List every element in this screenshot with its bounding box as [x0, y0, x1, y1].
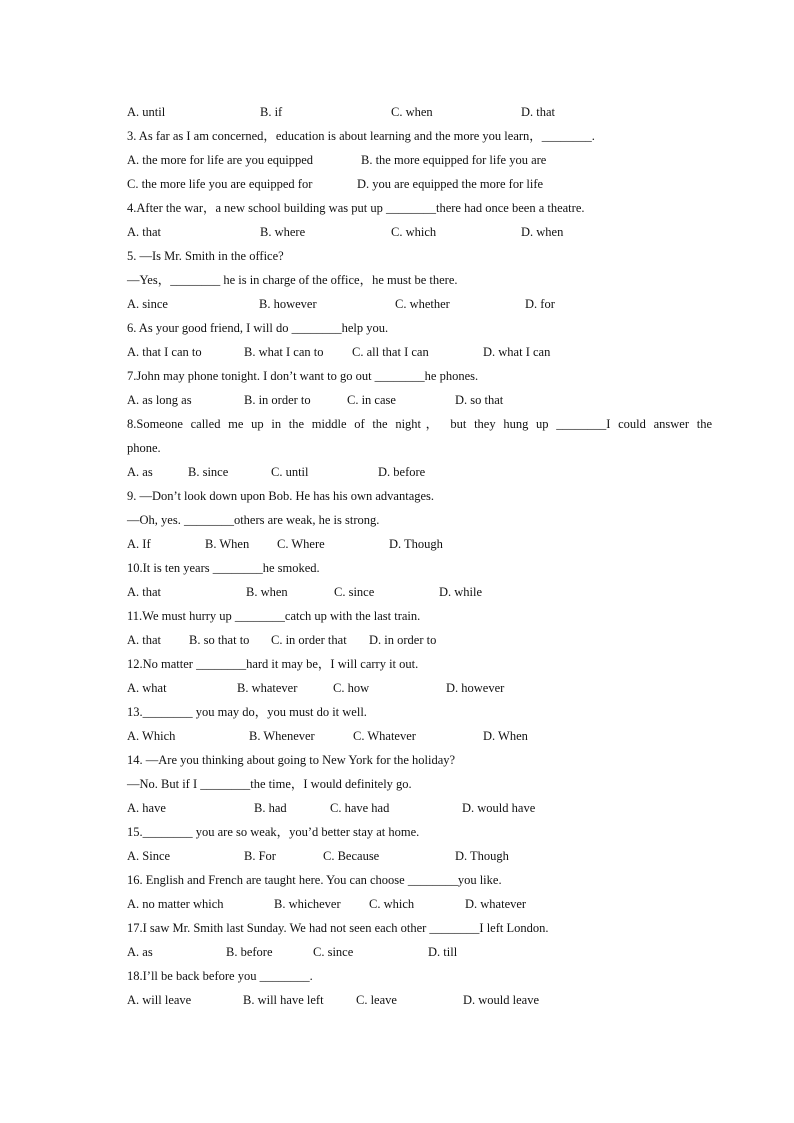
- q9-reply: —Oh, yes. ________others are weak, he is strong.: [127, 513, 380, 527]
- q8-options: [127, 460, 712, 484]
- q13-option-b: B. Whenever: [249, 729, 315, 743]
- q7-stem: 7.John may phone tonight. I don’t want to go out ________he phones.: [127, 369, 479, 383]
- q6-option-a: A. that I can to: [127, 345, 202, 359]
- q5-reply: —Yes，________ he is in charge of the office，he must be there.: [127, 273, 458, 287]
- q15-stem: 15.________ you are so weak，you’d better stay at home.: [127, 825, 420, 839]
- q16-stem: 16. English and French are taught here. You can choose ________you like.: [127, 873, 502, 887]
- q4-stem: 4.After the war，a new school building was put up ________there had once been a theatre.: [127, 201, 585, 215]
- q10-stem: 10.It is ten years ________he smoked.: [127, 561, 320, 575]
- q4-option-c: C. which: [391, 225, 437, 239]
- q4-option-a: A. that: [127, 225, 162, 239]
- q13-option-c: C. Whatever: [353, 729, 416, 743]
- q14-option-c: C. have had: [330, 801, 390, 815]
- q7-option-d: D. so that: [455, 393, 504, 407]
- q3-option-c: C. the more life you are equipped for: [127, 177, 313, 191]
- q3-option-b: B. the more equipped for life you are: [361, 153, 547, 167]
- q12-stem: 12.No matter ________hard it may be，I will carry it out.: [127, 657, 419, 671]
- q8-stem: 8.Someone called me up in the middle of the night， but they hung up ________I could answer the: [127, 417, 712, 431]
- q9-options: [127, 532, 712, 556]
- q2-option-c: C. when: [391, 105, 433, 119]
- q3-option-d: D. you are equipped the more for life: [357, 177, 544, 191]
- q16-option-a: A. no matter which: [127, 897, 224, 911]
- q11-option-a: A. that: [127, 633, 162, 647]
- q2-option-d: D. that: [521, 105, 556, 119]
- q18-stem: 18.I’ll be back before you ________.: [127, 969, 313, 983]
- q11-option-b: B. so that to: [189, 633, 250, 647]
- q15-option-c: C. Because: [323, 849, 380, 863]
- q8-stem-continued: phone.: [127, 441, 161, 455]
- q11-options: [127, 628, 712, 652]
- q7-option-b: B. in order to: [244, 393, 311, 407]
- q17-options: [127, 940, 712, 964]
- q14-stem: 14. —Are you thinking about going to New York for the holiday?: [127, 753, 456, 767]
- q18-options: [127, 988, 712, 1012]
- q16-options: [127, 892, 712, 916]
- q3-option-a: A. the more for life are you equipped: [127, 153, 314, 167]
- q6-option-b: B. what I can to: [244, 345, 324, 359]
- q4-option-b: B. where: [260, 225, 306, 239]
- q6-option-c: C. all that I can: [352, 345, 429, 359]
- q10-option-a: A. that: [127, 585, 162, 599]
- q17-option-c: C. since: [313, 945, 354, 959]
- q18-option-a: A. will leave: [127, 993, 192, 1007]
- q17-stem: 17.I saw Mr. Smith last Sunday. We had not seen each other ________I left London.: [127, 921, 549, 935]
- q11-option-c: C. in order that: [271, 633, 347, 647]
- q10-option-b: B. when: [246, 585, 288, 599]
- q3-stem: 3. As far as I am concerned，education is about learning and the more you learn，________.: [127, 129, 595, 143]
- q12-option-a: A. what: [127, 681, 167, 695]
- q11-option-d: D. in order to: [369, 633, 437, 647]
- q9-option-b: B. When: [205, 537, 250, 551]
- q9-option-c: C. Where: [277, 537, 325, 551]
- q16-option-b: B. whichever: [274, 897, 341, 911]
- q9-option-d: D. Though: [389, 537, 443, 551]
- q18-option-b: B. will have left: [243, 993, 324, 1007]
- q13-options: [127, 724, 712, 748]
- q5-option-c: C. whether: [395, 297, 450, 311]
- q5-options: [127, 292, 712, 316]
- q13-option-a: A. Which: [127, 729, 176, 743]
- q3-options-row2: [127, 172, 712, 196]
- q11-stem: 11.We must hurry up ________catch up with the last train.: [127, 609, 421, 623]
- q5-option-a: A. since: [127, 297, 168, 311]
- q8-option-d: D. before: [378, 465, 426, 479]
- q18-option-c: C. leave: [356, 993, 397, 1007]
- q10-option-d: D. while: [439, 585, 483, 599]
- q7-options: [127, 388, 712, 412]
- q14-option-a: A. have: [127, 801, 166, 815]
- q9-option-a: A. If: [127, 537, 151, 551]
- q12-option-c: C. how: [333, 681, 370, 695]
- q7-option-c: C. in case: [347, 393, 396, 407]
- q6-option-d: D. what I can: [483, 345, 551, 359]
- q10-option-c: C. since: [334, 585, 375, 599]
- q14-reply: —No. But if I ________the time，I would definitely go.: [127, 777, 412, 791]
- q15-option-d: D. Though: [455, 849, 509, 863]
- q12-option-b: B. whatever: [237, 681, 298, 695]
- q16-option-c: C. which: [369, 897, 415, 911]
- q17-option-d: D. till: [428, 945, 458, 959]
- q8-option-b: B. since: [188, 465, 229, 479]
- q13-option-d: D. When: [483, 729, 528, 743]
- q2-option-a: A. until: [127, 105, 166, 119]
- q5-option-b: B. however: [259, 297, 317, 311]
- q10-options: [127, 580, 712, 604]
- q8-option-a: A. as: [127, 465, 153, 479]
- q14-option-b: B. had: [254, 801, 287, 815]
- q4-options: [127, 220, 712, 244]
- q15-option-b: B. For: [244, 849, 276, 863]
- q2-option-b: B. if: [260, 105, 283, 119]
- q13-stem: 13.________ you may do，you must do it well.: [127, 705, 367, 719]
- q8-option-c: C. until: [271, 465, 309, 479]
- q4-option-d: D. when: [521, 225, 564, 239]
- q18-option-d: D. would leave: [463, 993, 540, 1007]
- q14-options: [127, 796, 712, 820]
- q6-stem: 6. As your good friend, I will do ________help you.: [127, 321, 389, 335]
- q7-option-a: A. as long as: [127, 393, 192, 407]
- q15-option-a: A. Since: [127, 849, 171, 863]
- q2-options: [127, 100, 712, 124]
- q17-option-b: B. before: [226, 945, 273, 959]
- q14-option-d: D. would have: [462, 801, 536, 815]
- q12-option-d: D. however: [446, 681, 505, 695]
- q5-option-d: D. for: [525, 297, 555, 311]
- q15-options: [127, 844, 712, 868]
- q5-stem: 5. —Is Mr. Smith in the office?: [127, 249, 284, 263]
- q16-option-d: D. whatever: [465, 897, 527, 911]
- q17-option-a: A. as: [127, 945, 153, 959]
- q6-options: [127, 340, 712, 364]
- worksheet-page: [127, 100, 712, 1012]
- q3-options-row1: [127, 148, 712, 172]
- q12-options: [127, 676, 712, 700]
- q9-stem: 9. —Don’t look down upon Bob. He has his own advantages.: [127, 489, 435, 503]
